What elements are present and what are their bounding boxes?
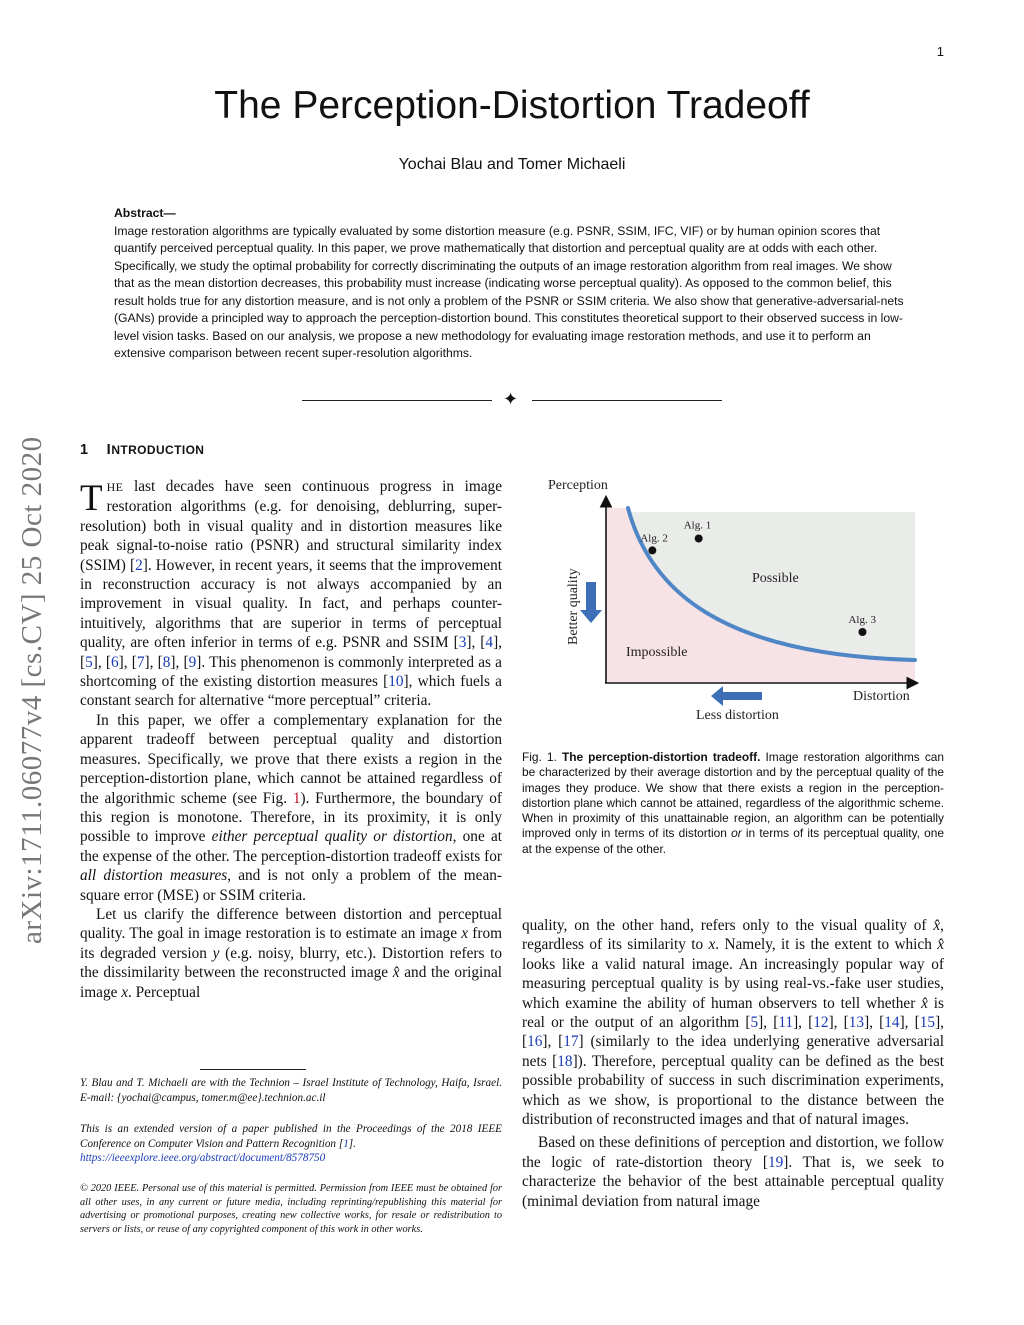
body-column-left bbox=[80, 477, 502, 1002]
citation-link[interactable]: 5 bbox=[85, 653, 93, 671]
text-run: ], [ bbox=[899, 1014, 920, 1032]
citation-link[interactable]: 13 bbox=[848, 1014, 865, 1032]
citation-link[interactable]: 12 bbox=[813, 1014, 829, 1032]
citation-link[interactable]: 10 bbox=[388, 673, 404, 691]
paragraph bbox=[80, 711, 502, 905]
paragraph bbox=[522, 916, 944, 1129]
text-run: ], [ bbox=[758, 1014, 779, 1032]
less-distortion-arrow-icon bbox=[711, 686, 762, 706]
math-symbol: y bbox=[212, 944, 220, 962]
citation-link[interactable]: 18 bbox=[557, 1052, 573, 1070]
section-title-rest: NTRODUCTION bbox=[111, 443, 205, 457]
citation-link[interactable]: 7 bbox=[136, 653, 145, 671]
text-run: ], [ bbox=[170, 653, 189, 671]
emphasis: either perceptual quality or distortion bbox=[211, 828, 453, 846]
abstract bbox=[114, 205, 912, 363]
paragraph bbox=[522, 1133, 944, 1211]
math-symbol: x̂ bbox=[392, 964, 400, 982]
citation-link[interactable]: 6 bbox=[110, 653, 119, 671]
data-point-label-alg-2: Alg. 2 bbox=[640, 532, 668, 545]
text-run: last decades have seen continuous progress in image restoration algorithms (e.g. for denoising, deblurring, super-resolution) both in visual quality and in distortion measures like peak signal-to-noise ratio (PSNR) and structural similarity index (SSIM) [ bbox=[80, 478, 502, 574]
math-symbol: x̂ bbox=[933, 917, 941, 934]
text-run: ], [ bbox=[522, 1014, 944, 1051]
figure-caption bbox=[522, 750, 944, 857]
arxiv-stamp: arXiv:1711.06077v4 [cs.CV] 25 Oct 2020 bbox=[16, 436, 48, 944]
text-run: Based on these definitions of perception and distortion, we follow the logic of rate-distortion theory [ bbox=[522, 1134, 944, 1171]
author-list: Yochai Blau and Tomer Michaeli bbox=[398, 156, 626, 173]
text-run: ] (similarly to the idea underlying generative adversarial nets [ bbox=[522, 1033, 944, 1070]
caption-label: Fig. 1. bbox=[522, 750, 557, 764]
page-number: 1 bbox=[936, 44, 944, 59]
region-possible-label: Possible bbox=[752, 571, 799, 586]
math-symbol: x̂ bbox=[921, 994, 928, 1012]
citation-link[interactable]: 4 bbox=[485, 634, 494, 652]
data-point-alg-3 bbox=[858, 628, 866, 636]
citation-link[interactable]: 16 bbox=[527, 1033, 543, 1051]
text-run: ]. This phenomenon is commonly interpreted as a shortcoming of the existing distortion measures [ bbox=[80, 653, 502, 691]
text-run: ], [ bbox=[864, 1014, 885, 1032]
text-run: quality, on the other hand, refers only to the visual quality of bbox=[522, 917, 934, 934]
citation-link[interactable]: 3 bbox=[458, 634, 467, 652]
citation-link[interactable]: 15 bbox=[919, 1014, 936, 1032]
divider-line-left bbox=[302, 400, 492, 401]
text-run: ], [ bbox=[144, 653, 163, 671]
text-run: ]. That is, we seek to characterize the behavior of the best attainable perceptual quality (minimal deviation from natural image bbox=[522, 1153, 944, 1210]
text-run: Image restoration algorithms can be characterized by their average distortion and by the perceptual quality of the images they produce. We show that there exists a region in the perception-distortion plane which cannot be attained, regardless of the algorithmic scheme. When in proximity of this unattainable region, an algorithm can be potentially improved only in terms of its distortion bbox=[522, 750, 945, 841]
abstract-heading: Abstract— bbox=[114, 206, 176, 220]
text-run: and the original image bbox=[80, 964, 502, 1001]
footnote-rule bbox=[200, 1069, 306, 1070]
footnote-copyright: © 2020 IEEE. Personal use of this material is permitted. Permission from IEEE must be obtained for all other uses, in any current or future media, including reprinting/republishing this material for advertising or promotional purposes, creating new collective works, for resale or redistribution to servers or lists, or reuse of any copyrighted component of this work in other works. bbox=[80, 1183, 502, 1235]
text-run: from its degraded version bbox=[80, 925, 502, 962]
text-run: ], [ bbox=[466, 634, 486, 652]
figure-link[interactable]: 1 bbox=[292, 789, 301, 807]
x-axis-label: Distortion bbox=[853, 689, 910, 704]
citation-link[interactable]: 17 bbox=[563, 1033, 579, 1051]
section-heading bbox=[80, 442, 204, 458]
text-run: ], [ bbox=[542, 1033, 564, 1051]
citation-link[interactable]: 19 bbox=[767, 1153, 784, 1171]
text-run: ]. However, in recent years, it seems that the improvement in reconstruction accuracy is not always accompanied by an improvement in visual quality. In fact, and perhaps counter-intuitively, algorithms that are superior in terms of perceptual quality, are often inferior in terms of e.g. PSNR and SSIM [ bbox=[80, 556, 502, 652]
divider-star-icon: ✦ bbox=[503, 389, 519, 410]
citation-link[interactable]: 5 bbox=[750, 1014, 759, 1032]
text-run: , regardless of its similarity to bbox=[522, 917, 944, 954]
math-symbol: x bbox=[121, 983, 128, 1001]
citation-link[interactable]: 11 bbox=[778, 1014, 794, 1032]
perception-distortion-figure bbox=[540, 470, 940, 730]
abstract-text: Image restoration algorithms are typically evaluated by some distortion measure (e.g. PSNR, SSIM, IFC, VIF) or by human opinion scores that quantify perceived perceptual quality. In this paper, we prove mathematically that distortion and perceptual quality are at odds with each other. Specifically, we study the optimal probability for correctly discriminating the outputs of an image restoration algorithm from real images. We show that as the mean distortion decreases, this probability must increase (indicating worse perceptual quality). As opposed to the common belief, this result holds true for any distortion measure, and is not only a problem of the PSNR or SSIM criteria. We also show that generative-adversarial-nets (GANs) provide a principled way to approach the perception-distortion bound. This constitutes theoretical support to their observed success in low-level vision tasks. Based on our analysis, we propose a new methodology for evaluating image restoration methods, and use it to perform an extensive comparison between recent super-resolution algorithms. bbox=[114, 223, 904, 360]
paper-title: The Perception-Distortion Tradeoff bbox=[214, 84, 810, 127]
text-run: in terms of its perceptual quality, one at the expense of the other. bbox=[522, 826, 944, 856]
text-run: . Perceptual bbox=[128, 983, 201, 1001]
caption-title: The perception-distortion tradeoff. bbox=[561, 750, 761, 764]
divider-line-right bbox=[532, 400, 722, 401]
text-run: ], [ bbox=[92, 653, 111, 671]
y-axis-label: Perception bbox=[548, 478, 608, 493]
footnote-extended-version bbox=[80, 1122, 502, 1166]
doi-link[interactable]: https://ieeexplore.ieee.org/abstract/document/8578750 bbox=[80, 1152, 326, 1165]
text-run: ]. bbox=[348, 1137, 356, 1150]
text-run: This is an extended version of a paper published in the Proceedings of the 2018 IEEE Conference on Computer Vision and Pattern Recognition [ bbox=[80, 1123, 502, 1150]
emphasis: or bbox=[731, 826, 742, 841]
text-run: Let us clarify the difference between distortion and perceptual quality. The goal in image restoration is to estimate an image bbox=[80, 905, 502, 943]
region-impossible-label: Impossible bbox=[626, 645, 688, 660]
text-run: ]). Therefore, perceptual quality can be defined as the best possible probability of success in such discrimination experiments, which as we show, is proportional to the distance between the distribution of reconstructed images and that of natural images. bbox=[522, 1052, 945, 1129]
data-point-alg-2 bbox=[648, 546, 656, 554]
text-run: is real or the output of an algorithm [ bbox=[522, 994, 944, 1032]
dropcap: T bbox=[80, 478, 103, 519]
text-run: ], [ bbox=[793, 1014, 814, 1032]
citation-link[interactable]: 2 bbox=[135, 556, 143, 574]
text-run: ). Furthermore, the boundary of this region is monotone. Therefore, in its proximity, it is only possible to improve bbox=[80, 789, 502, 846]
less-distortion-label: Less distortion bbox=[696, 708, 779, 723]
math-symbol: x bbox=[708, 936, 716, 954]
smallcaps-word: HE bbox=[106, 480, 124, 494]
text-run: ], which fuels a constant search for alternative “more perceptual” criteria. bbox=[80, 673, 502, 710]
text-run: ], [ bbox=[80, 634, 502, 671]
paragraph bbox=[80, 905, 502, 1002]
paragraph bbox=[80, 477, 502, 711]
section-title-initial: I bbox=[106, 442, 112, 458]
data-point-label-alg-1: Alg. 1 bbox=[683, 519, 712, 532]
math-symbol: x bbox=[461, 925, 469, 943]
footnote-affiliation: Y. Blau and T. Michaeli are with the Technion – Israel Institute of Technology, Haifa, Israel. E-mail: {yochai@campus, tomer.m@ee}.technion.ac.il bbox=[80, 1077, 502, 1104]
text-run: ], [ bbox=[828, 1014, 849, 1032]
emphasis: all distortion measures bbox=[80, 867, 228, 885]
text-run: , one at the expense of the other. The perception-distortion tradeoff exists for bbox=[80, 828, 502, 865]
math-symbol: x̂ bbox=[937, 936, 944, 954]
text-run: In this paper, we offer a complementary explanation for the apparent tradeoff between perceptual quality and distortion measures. Specifically, we prove that there exists a region in the perception-distortion plane, which cannot be attained regardless of the algorithmic scheme (see Fig. bbox=[80, 711, 502, 807]
text-run: . Namely, it is the extent to which bbox=[715, 936, 938, 954]
better-quality-arrow-icon bbox=[580, 582, 602, 623]
text-run: looks like a valid natural image. An increasingly popular way of measuring perceptual quality is by using real-vs.-fake user studies, which examine the ability of human observers to tell whether bbox=[522, 955, 944, 1012]
body-column-right bbox=[522, 916, 944, 1211]
text-run: ], [ bbox=[118, 653, 137, 671]
text-run: (e.g. noisy, blurry, etc.). Distortion refers to the dissimilarity between the reconstructed image bbox=[80, 944, 503, 982]
section-number: 1 bbox=[80, 442, 89, 458]
citation-link[interactable]: 1 bbox=[343, 1137, 349, 1150]
better-quality-label: Better quality bbox=[566, 568, 581, 645]
citation-link[interactable]: 14 bbox=[884, 1014, 900, 1032]
text-run: , and is not only a problem of the mean-square error (MSE) or SSIM criteria. bbox=[80, 867, 502, 904]
citation-link[interactable]: 9 bbox=[188, 653, 197, 671]
data-point-alg-1 bbox=[695, 535, 703, 543]
data-point-label-alg-3: Alg. 3 bbox=[848, 614, 876, 626]
citation-link[interactable]: 8 bbox=[162, 653, 171, 671]
